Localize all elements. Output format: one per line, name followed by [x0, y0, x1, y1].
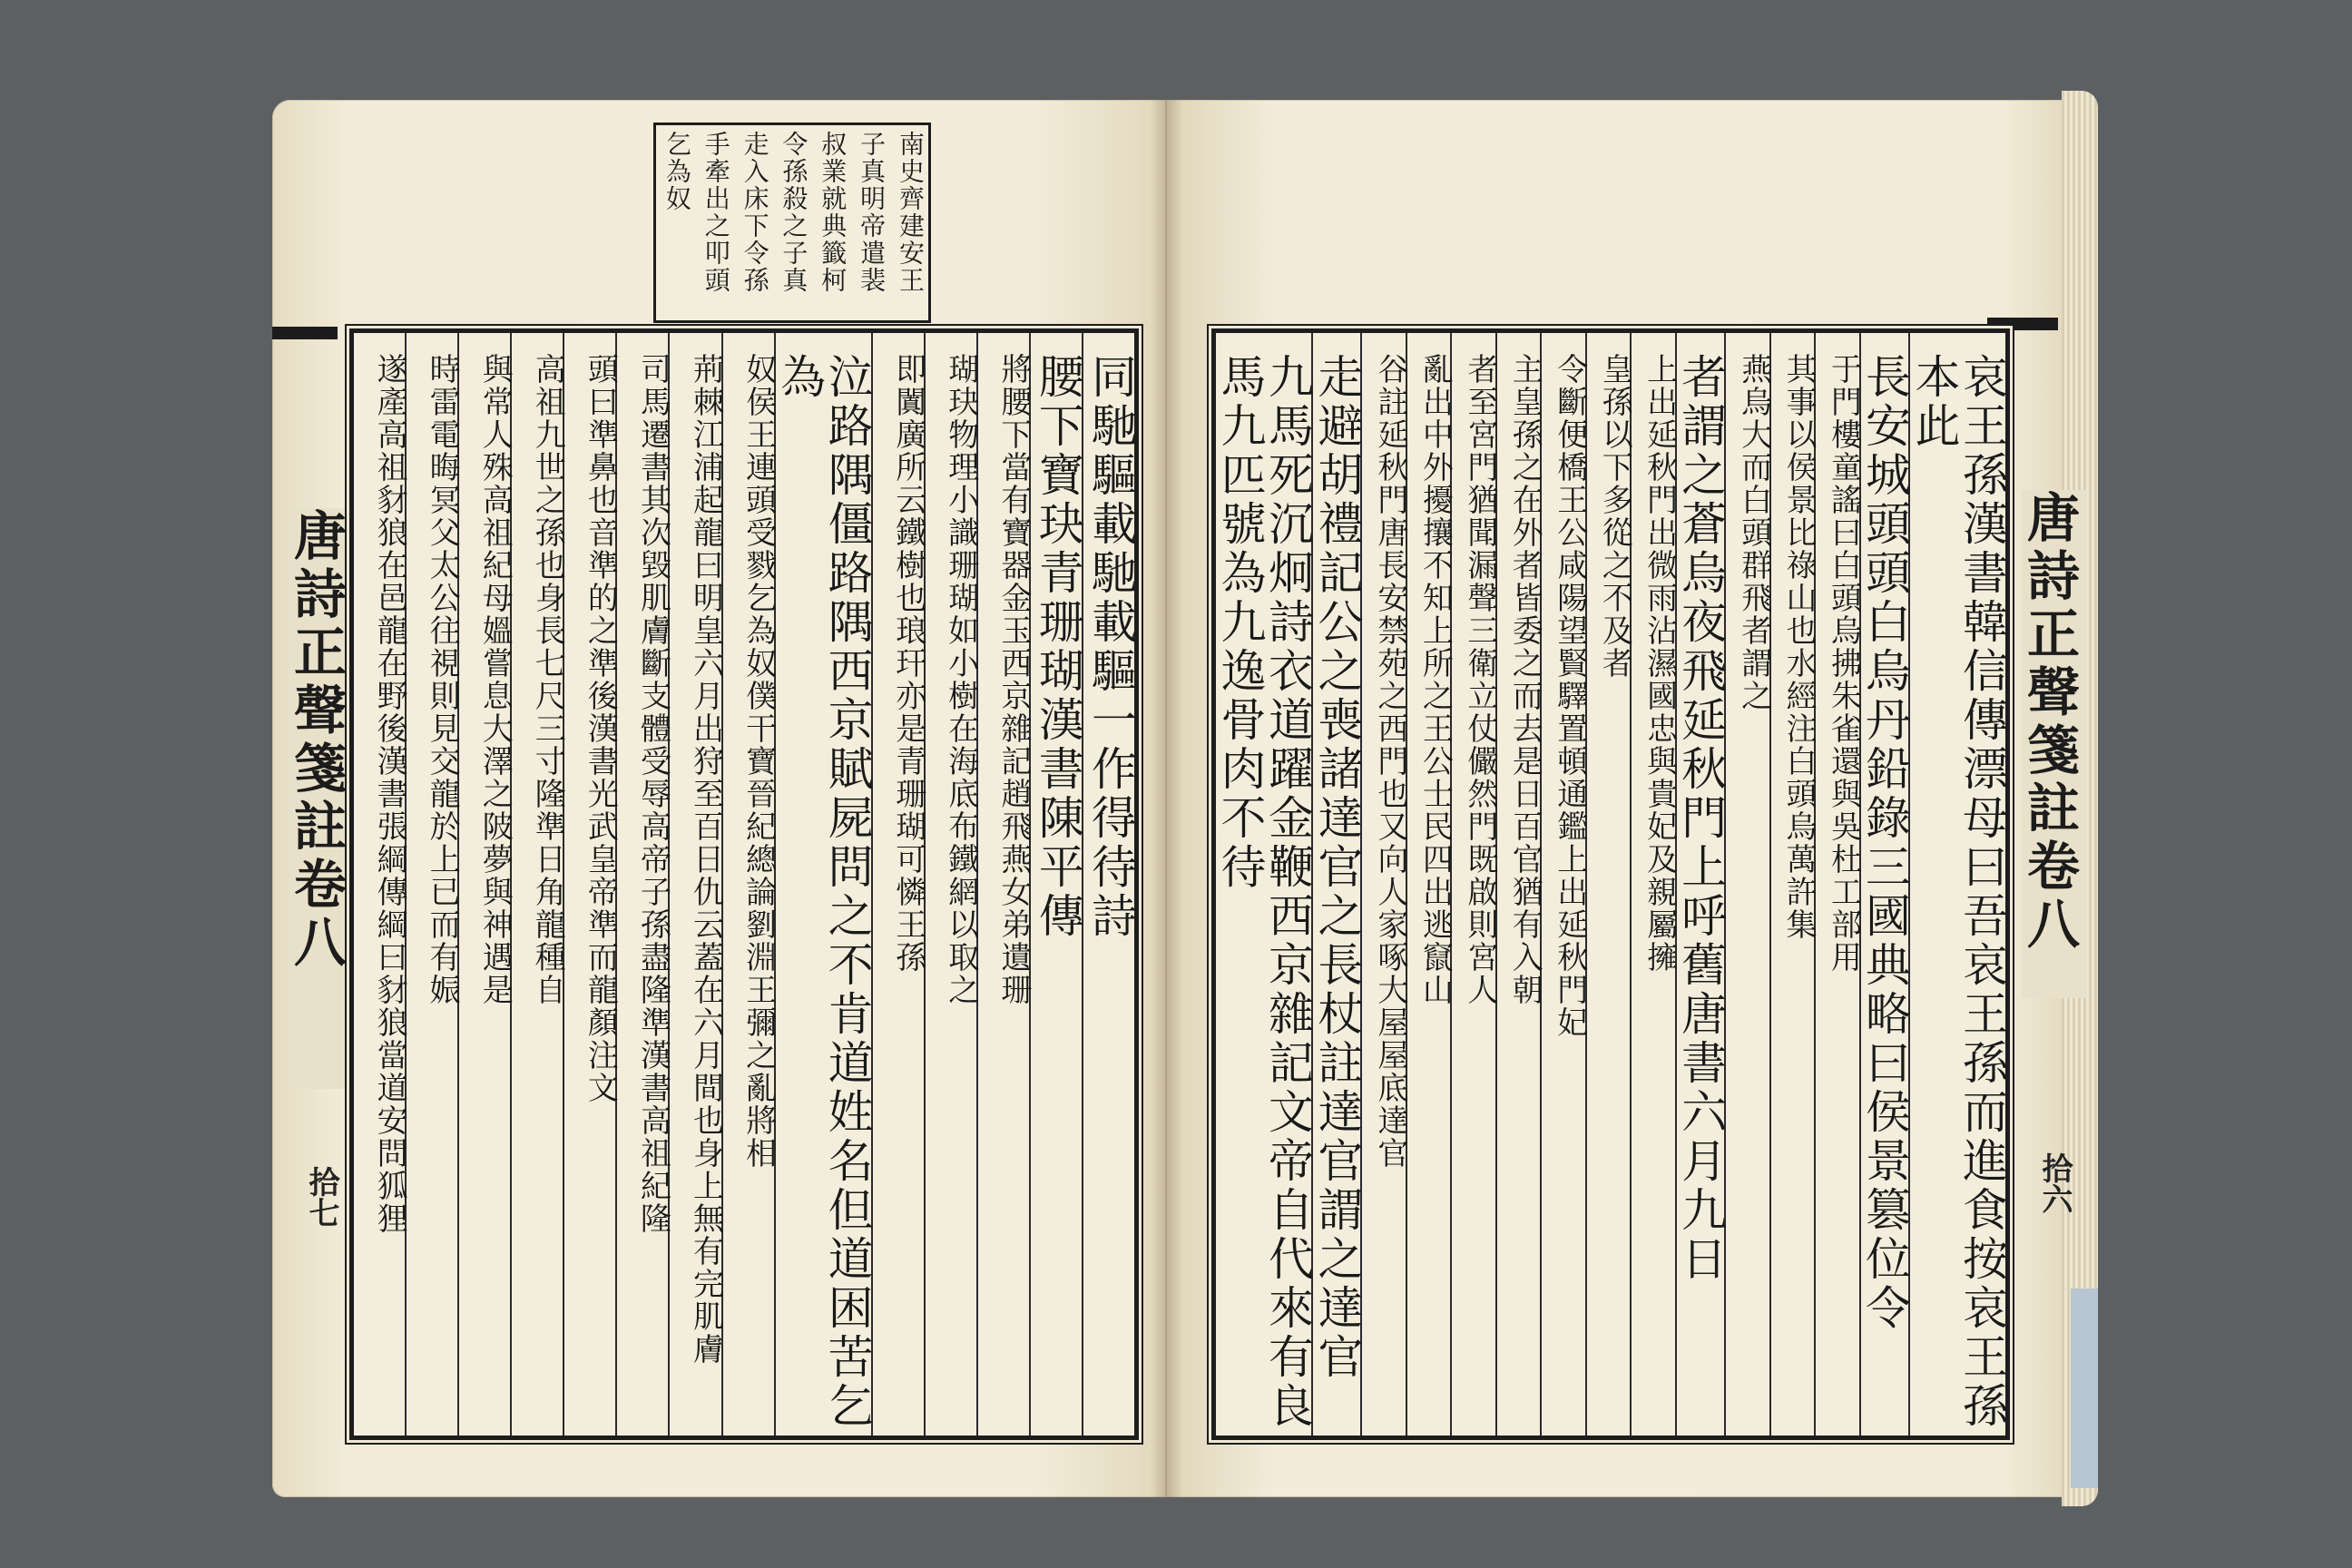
text-column: 同馳驅載馳載驅一作得待詩 — [1082, 333, 1134, 1436]
text-column: 主皇孫之在外者皆委之而去是日百官猶有入朝 — [1495, 333, 1540, 1436]
text-column: 谷註延秋門唐長安禁苑之西門也又向人家啄大屋屋底達官 — [1360, 333, 1405, 1436]
text-column: 走避胡禮記公之喪諸達官之長杖註達官謂之達官 — [1311, 333, 1361, 1436]
text-column: 將腰下當有寶器金玉西京雜記趙飛燕女弟遺珊 — [976, 333, 1029, 1436]
book-gutter — [1151, 100, 1183, 1497]
right-folio-number: 拾六 — [2036, 1152, 2073, 1214]
text-column: 司馬遷書其次毀肌膚斷支體受辱高帝子孫盡隆準漢書高祖紀隆 — [615, 333, 668, 1436]
left-text-frame — [349, 328, 1139, 1440]
text-column: 泣路隅僵路隅西京賦屍問之不肯道姓名但道困苦乞為 — [774, 333, 871, 1436]
note-column: 手牽出之叩頭 — [701, 131, 731, 294]
text-column: 者謂之蒼烏夜飛延秋門上呼舊唐書六月九日 — [1675, 333, 1725, 1436]
text-column: 長安城頭頭白烏丹鉛錄三國典略曰侯景篡位令 — [1859, 333, 1909, 1436]
note-column: 令孫殺之子真 — [779, 131, 809, 294]
text-column: 皇孫以下多從之不及者 — [1585, 333, 1630, 1436]
note-column: 走入床下令孫 — [740, 131, 770, 294]
text-column: 頭曰準鼻也音準的之準後漢書光武皇帝準而龍顏注文 — [563, 333, 615, 1436]
text-column: 九馬死沉炯詩衣道躍金鞭西京雜記文帝自代來有良馬九匹號為九逸骨肉不待 — [1213, 353, 1314, 1431]
note-column: 南史齊建安王 — [896, 131, 926, 294]
page-tab-marker — [2071, 1289, 2098, 1488]
text-column: 腰下寶玦青珊瑚漢書陳平傳 — [1029, 333, 1082, 1436]
text-column: 令斷便橋王公咸陽望賢驛置頓通鑑上出延秋門妃 — [1540, 333, 1584, 1436]
left-margin-title: 唐詩正聲箋註卷八 — [289, 508, 354, 1089]
note-column: 子真明帝遣裴 — [857, 131, 887, 294]
text-column: 荊棘江浦起龍曰明皇六月出狩至百日仇云蓋在六月間也身上無有完肌膚 — [668, 333, 720, 1436]
text-column: 哀王孫漢書韓信傳漂母曰吾哀王孫而進食按哀王孫本此 — [1908, 333, 2005, 1436]
text-column: 燕烏大而白頭群飛者謂之 — [1724, 333, 1769, 1436]
right-text-frame — [1211, 328, 2010, 1440]
text-column: 其事以侯景比祿山也水經注白頭烏萬許集 — [1769, 333, 1814, 1436]
text-column: 亂出中外擾攘不知上所之王公士民四出逃竄山 — [1406, 333, 1450, 1436]
text-column: 遂產高祖豺狼在邑龍在野後漢書張綱傳綱曰豺狼當道安問狐狸 — [371, 353, 408, 1235]
note-column: 乞為奴 — [662, 131, 692, 212]
text-column: 時雷電晦冥父太公往視則見交龍於上已而有娠 — [405, 333, 457, 1436]
text-column: 于門樓童謠曰白頭烏拂朱雀還與吳杜工部用 — [1814, 333, 1858, 1436]
text-column: 者至宮門猶聞漏聲三衛立仗儼然門既啟則宮人 — [1450, 333, 1494, 1436]
text-column: 奴侯王連頭受戮乞為奴僕干寶晉紀總論劉淵王彌之亂將相 — [721, 333, 774, 1436]
text-column: 上出延秋門出微雨沾濕國忠與貴妃及親屬擁 — [1630, 333, 1674, 1436]
note-column: 叔業就典籤柯 — [818, 131, 848, 294]
text-column: 即闐廣所云鐵樹也琅玕亦是青珊瑚可憐王孫 — [871, 333, 924, 1436]
left-folio-number: 拾七 — [303, 1166, 339, 1228]
text-column: 瑚玦物理小識珊瑚如小樹在海底布鐵網以取之 — [924, 333, 976, 1436]
fishtail-mark-left — [272, 327, 338, 339]
right-margin-title: 唐詩正聲箋註卷八 — [2022, 490, 2087, 998]
header-annotation-box — [653, 122, 931, 323]
text-column: 高祖九世之孫也身長七尺三寸隆準日角龍種自 — [510, 333, 563, 1436]
text-column: 與常人殊高祖紀母媼嘗息大澤之陂夢與神遇是 — [457, 333, 510, 1436]
